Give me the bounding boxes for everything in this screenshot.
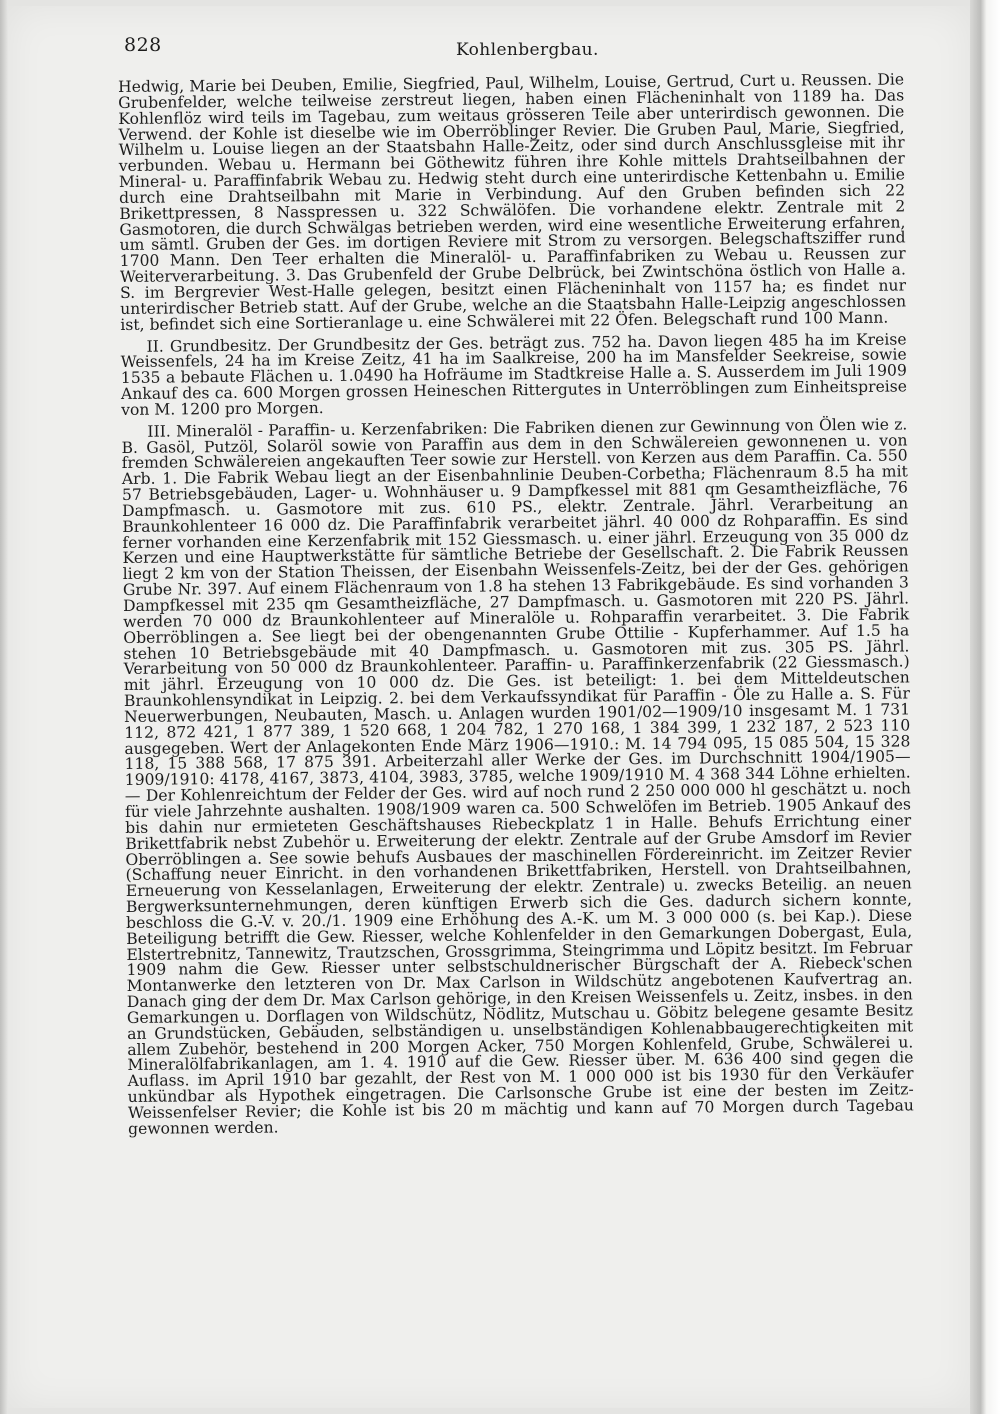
paragraph-fabriken: III. Mineralöl - Paraffin- u. Kerzenfabriken: Die Fabriken dienen zur Gewinnung von Ölen wie z. B. Gasöl, Putzöl, Solaröl sowie von Paraffin aus dem in den Schwälereien gewonnenen u. von fremden Schwälereien angekauften Teer sowie zur Herstell. von Kerzen aus dem Paraffin. Ca. 550 Arb. 1. Die Fabrik Webau liegt an der Eisenbahnlinie Deuben-Corbetha; Flächenraum 8.5 ha mit 57 Betriebsgebäuden, Lager- u. Wohnhäuser u. 9 Dampfkessel mit 881 qm Gesamtheizfläche, 76 Dampfmasch. u. Gasmotore mit zus. 610 PS., elektr. Zentrale. Jährl. Verarbeitung an Braunkohlenteer 16 000 dz. Die Paraffinfabrik verarbeitet jährl. 40 000 dz Rohparaffin. Es sind ferner vorhanden eine Kerzenfabrik mit 152 Giessmasch. u. einer jährl. Erzeugung von 35 000 dz Kerzen und eine Hauptwerkstätte für sämtliche Betriebe der Gesellschaft. 2. Die Fabrik Reussen liegt 2 km von der Station Theissen, der Eisenbahn Weissenfels-Zeitz, bei der der Ges. gehörigen Grube Nr. 397. Auf einem Flächenraum von 1.8 ha stehen 13 Fabrikgebäude. Es sind vorhanden 3 Dampfkessel mit 235 qm Gesamtheizfläche, 27 Dampfmasch. u. Gasmotoren mit 220 PS. Jährl. werden 70 000 dz Braunkohlenteer auf Mineralöle u. Rohparaffin verarbeitet. 3. Die Fabrik Oberröblingen a. See liegt bei der obengenannten Grube Ottilie - Kupferhammer. Auf 1.5 ha stehen 10 Betriebsgebäude mit 40 Dampfmasch. u. Gasmotoren mit zus. 305 PS. Jährl. Verarbeitung von 50 000 dz Braunkohlenteer. Paraffin- u. Paraffinkerzenfabrik (22 Giessmasch.) mit jährl. Erzeugung von 10 000 dz. Die Ges. ist beteiligt: 1. bei dem Mitteldeutschen Braunkohlensyndikat in Leipzig. 2. bei dem Verkaufssyndikat für Paraffin - Öle zu Halle a. S. Für Neuerwerbungen, Neubauten, Masch. u. Anlagen wurden 1901/02—1909/10 insgesamt M. 1 731 112, 872 421, 1 877 389, 1 520 668, 1 204 782, 1 270 168, 1 384 399, 1 232 187, 2 523 110 ausgegeben. Wert der Anlagekonten Ende März 1906—1910.: M. 14 794 095, 15 085 504, 15 328 118, 15 388 568, 17 875 391. Arbeiterzahl aller Werke der Ges. im Durchschnitt 1904/1905—1909/1910: 4178, 4167, 3873, 4104, 3983, 3785, welche 1909/1910 M. 4 368 344 Löhne erhielten. — Der Kohlenreichtum der Felder der Ges. wird auf noch rund 2 250 000 000 hl geschätzt u. noch für viele Jahrzehnte aushalten. 1908/1909 waren ca. 500 Schwelöfen im Betrieb. 1905 Ankauf des bis dahin nur ermieteten Geschäftshauses Riebeckplatz 1 in Halle. Behufs Errichtung einer Brikettfabrik nebst Zubehör u. Erweiterung der elektr. Zentrale auf der Grube Amsdorf im Revier Oberröblingen a. See sowie behufs Ausbaues der maschinellen Fördereinricht. im Zeitzer Revier (Schaffung neuer Einricht. in den vorhandenen Brikettfabriken, Herstell. von Drahtseilbahnen, Erneuerung von Kesselanlagen, Erweiterung der elektr. Zentrale) u. zwecks Beteilig. an neuen Bergwerksunternehmungen, deren künftigen Erwerb sich die Ges. dadurch sichern konnte, beschloss die G.-V. v. 20./1. 1909 eine Erhöhung des A.-K. um M. 3 000 000 (s. bei Kap.). Diese Beteiligung betrifft die Gew. Riesser, welche Kohlenfelder in den Gemarkungen Dobergast, Eula, Elstertrebnitz, Tannewitz, Trautzschen, Grossgrimma, Steingrimma und Löpitz besitzt. Im Februar 1909 nahm die Gew. Riesser unter selbstschuldnerischer Bürgschaft der A. Riebeck'schen Montanwerke den letzteren von Dr. Max Carlson in Wildschütz angebotenen Kaufvertrag an. Danach ging der dem Dr. Max Carlson gehörige, in den Kreisen Weissenfels u. Zeitz, insbes. in den Gemarkungen u. Dorflagen von Wildschütz, Nödlitz, Mutschau u. Göbitz belegene gesamte Besitz an Grundstücken, Gebäuden, selbständigen u. unselbständigen Kohlenabbaugerechtigkeiten mit allem Zubehör, bestehend in 200 Morgen Acker, 750 Morgen Kohlenfeld, Grube, Schwälerei u. Mineralölfabrikanlagen, am 1. 4. 1910 auf die Gew. Riesser über. M. 636 400 sind gegen die Auflass. im April 1910 bar gezahlt, der Rest von M. 1 000 000 ist bis 1930 für den Verkäufer unkündbar als Hypothek eingetragen. Die Carlsonsche Grube ist eine der besten im Zeitz-Weissenfelser Revier; die Kohle ist bis 20 m mächtig und kann auf 70 Morgen durch Tagebau gewonnen werden. (121, 415, 914, 1138)
body-text (118, 72, 914, 1143)
paragraph-mines: Hedwig, Marie bei Deuben, Emilie, Siegfried, Paul, Wilhelm, Louise, Gertrud, Curt u. Reussen. Die Grubenfelder, welche teilweise zerstreut liegen, haben einen Flächeninhalt von 1189 ha. Das Kohlenflöz wird teils im Tagebau, zum weitaus grösseren Teile aber unterirdisch gewonnen. Die Verwend. der Kohle ist dieselbe wie im Oberröblinger Revier. Die Gruben Paul, Marie, Siegfried, Wilhelm u. Louise liegen an der Staatsbahn Halle-Zeitz, oder sind durch Anschlussgleise mit ihr verbunden. Webau u. Hermann bei Göthewitz führen ihre Kohle mittels Drahtseilbahnen der Mineral- u. Paraffinfabrik Webau zu. Hedwig steht durch eine unterirdische Kettenbahn u. Emilie durch eine Drahtseilbahn mit Marie in Verbindung. Auf den Gruben befinden sich 22 Brikettpressen, 8 Nasspressen u. 322 Schwälöfen. Die vorhandene elektr. Zentrale mit 2 Gasmotoren, die durch Schwälgas betrieben werden, wird eine wesentliche Erweiterung erfahren, um sämtl. Gruben der Ges. im dortigen Reviere mit Strom zu versorgen. Belegschaftsziffer rund 1700 Mann. Den Teer erhalten die Mineralöl- u. Paraffinfabriken zu Webau u. Reussen zur Weiterverarbeitung. 3. Das Grubenfeld der Grube Delbrück, bei Zwintschöna östlich von Halle a. S. im Bergrevier West-Halle gelegen, besitzt einen Flächeninhalt von 1157 ha; es findet nur unterirdischer Betrieb statt. Auf der Grube, welche an die Staatsbahn Halle-Leipzig angeschlossen ist, befindet sich eine Sortieranlage u. eine Schwälerei mit 22 Öfen. Belegschaft rund 100 Mann. (117, 70, 907, 334)
scan-right-edge (970, 0, 1000, 1414)
scan-left-edge (0, 0, 8, 1414)
page-number: 828 (124, 34, 162, 56)
paragraph-grundbesitz: II. Grundbesitz. Der Grundbesitz der Ges. beträgt zus. 752 ha. Davon liegen 485 ha im Kreise Weissenfels, 24 ha im Kreise Zeitz, 41 ha im Saalkreise, 200 ha im Mansfelder Seekreise, sowie 1535 a bebaute Flächen u. 1.0490 ha Hofräume im Stadtkreise Halle a. S. Ausserdem im Juli 1909 Ankauf des ca. 600 Morgen grossen Heineschen Rittergutes in Unterröblingen zum Einheitspreise von M. 1200 pro Morgen. (120, 329, 908, 419)
running-head: Kohlenbergbau. (456, 40, 599, 60)
